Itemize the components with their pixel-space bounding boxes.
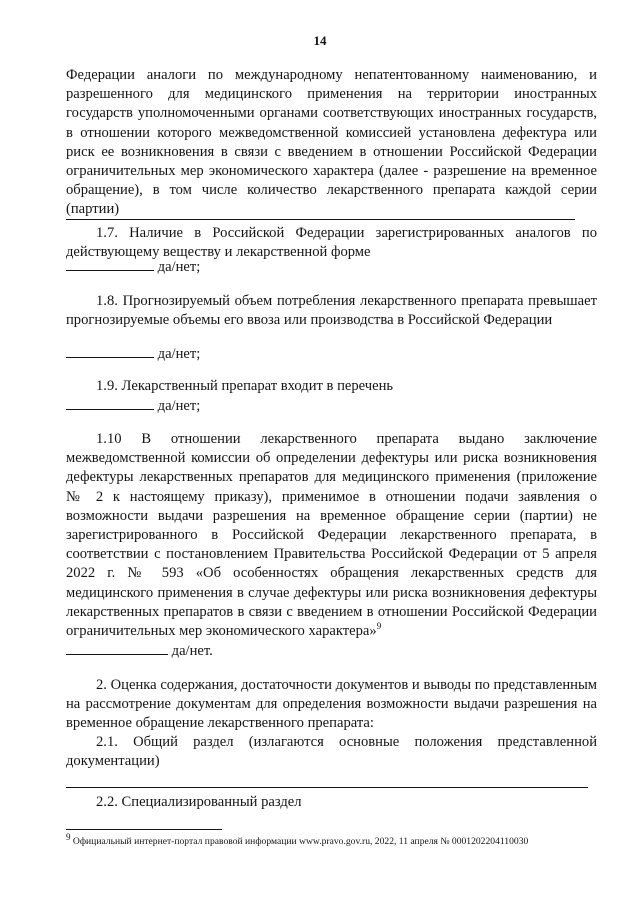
item-1-8: 1.8. Прогнозируемый объем потребления лекарственного препарата превышает прогнозируемые объемы его ввоза или производства в Российской Федерации: [66, 293, 597, 329]
answer-blank: [66, 641, 168, 655]
footnote-separator: [66, 829, 222, 830]
section-2-heading: 2. Оценка содержания, достаточности документов и выводы по представленным на рассмотрение документам для определения возможности выдачи разрешения на временное обращение лекарственного препарата:: [66, 677, 597, 732]
intro-paragraph: Федерации аналоги по международному непатентованному наименованию, и разрешенного для медицинского применения на территории иностранных государств уполномоченными органами соответствующих иностранных государств, в отношении которого межведомственной комиссией установлена дефектура или риск ее возникновения в связи с введением в отношении Российской Федерации ограничительных мер экономического характера (далее - разрешение на временное обращение), в том числе количество лекарственного препарата каждой серии (партии): [66, 67, 597, 218]
section-2-2: 2.2. Специализированный раздел: [96, 794, 302, 810]
answer-blank: [66, 257, 154, 271]
answer-1-7: [66, 257, 200, 277]
answer-yes-no: да/нет;: [157, 398, 201, 414]
fill-line: [66, 787, 588, 788]
item-1-9: 1.9. Лекарственный препарат входит в перечень: [96, 378, 394, 394]
item-1-10: [66, 430, 597, 641]
footnote-text: Официальный интернет-портал правовой информации www.pravo.gov.ru, 2022, 11 апреля № 0001202204110030: [72, 836, 529, 847]
answer-1-9: [66, 396, 200, 416]
answer-1-8: [66, 344, 200, 364]
item-1-10-text: 1.10 В отношении лекарственного препарата выдано заключение межведомственной комиссии об определении дефектуры или риска возникновения дефектуры лекарственных препаратов для медицинского применения (приложение № 2 к настоящему приказу), применимое в отношении подачи заявления о возможности выдачи разрешения на временное обращение серии (партии) не зарегистрированного в Российской Федерации лекарственного препарата, в соответствии с постановлением Правительства Российской Федерации от 5 апреля 2022 г. № 593 «Об особенностях обращения лекарственных средств для медицинского применения в случае дефектуры или риска возникновения дефектуры лекарственных препаратов в связи с введением в отношении Российской Федерации ограничительных мер экономического характера»: [66, 431, 597, 640]
page-number: 14: [313, 33, 327, 48]
footnote-reference: 9: [376, 621, 382, 632]
answer-blank: [66, 396, 154, 410]
answer-yes-no: да/нет.: [171, 643, 213, 659]
footnote-mark: 9: [66, 831, 71, 842]
answer-yes-no: да/нет;: [157, 346, 201, 362]
footnote: [66, 831, 606, 848]
answer-blank: [66, 344, 154, 358]
section-2-1: 2.1. Общий раздел (излагаются основные положения представленной документации): [66, 734, 597, 770]
item-1-7: 1.7. Наличие в Российской Федерации зарегистрированных аналогов по действующему веществу и лекарственной форме: [66, 225, 597, 261]
answer-1-10: [66, 641, 213, 661]
fill-line: [66, 219, 575, 220]
answer-yes-no: да/нет;: [157, 259, 201, 275]
